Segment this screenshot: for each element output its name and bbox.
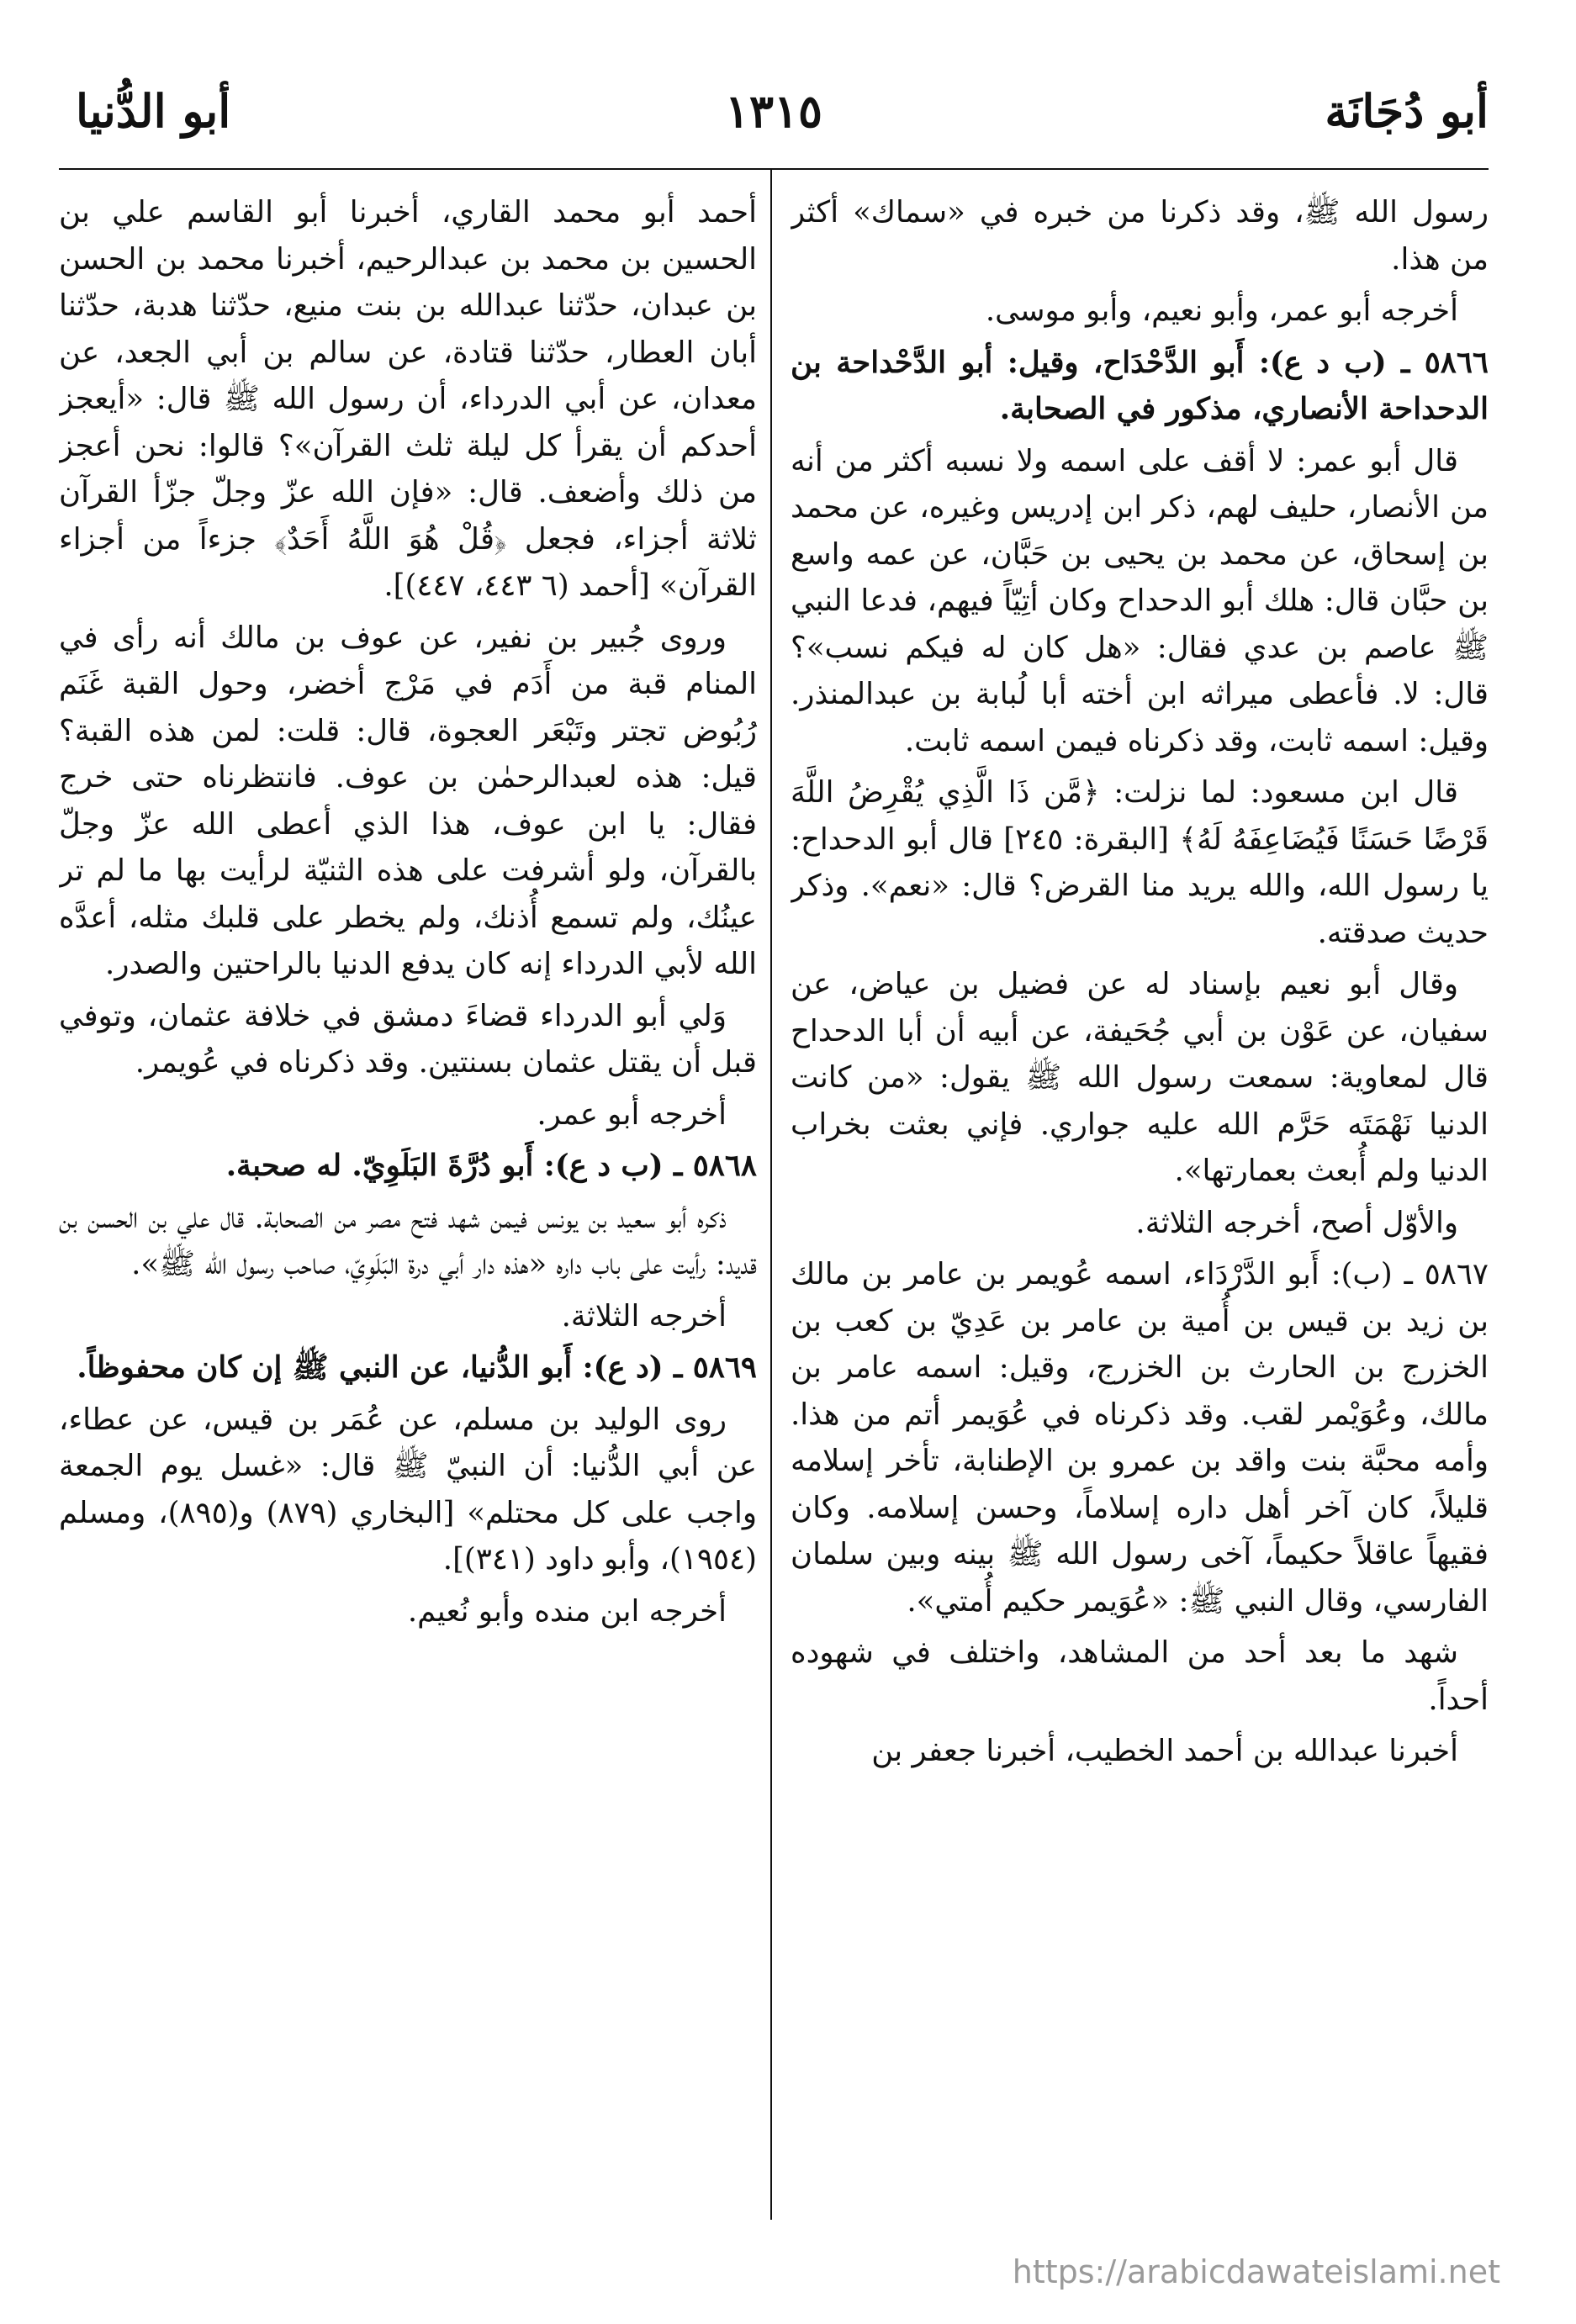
entry-heading-5868: ٥٨٦٨ ـ (ب د ع): أَبو دُرَّةَ البَلَوِيّ. له صحبة. [225, 1149, 757, 1183]
entry-heading-5869: ٥٨٦٩ ـ (د ع): أَبو الدُّنيا، عن النبي ﷺ إن كان محفوظاً. [77, 1350, 757, 1385]
paragraph: قال أبو عمر: لا أقف على اسمه ولا نسبه أكثر من أنه من الأنصار، حليف لهم، ذكر ابن إدريس وغيره، عن محمد بن إسحاق، عن محمد بن يحيى بن حَبَّان، عن عمه واسع بن حبَّان قال: هلك أبو الدحداح وكان أتِيّاً فيهم، فدعا النبي ﷺ عاصم بن عدي فقال: «هل كان له فيكم نسب»؟ قال: لا. فأعطى ميراثه ابن أخته أبا لُبابة بن عبدالمنذر. وقيل: اسمه ثابت، وقد ذكرناه فيمن اسمه ثابت. [791, 443, 1489, 758]
paragraph: أخرجه أبو عمر، وأبو نعيم، وأبو موسى. [985, 293, 1458, 328]
paragraph: وروى جُبير بن نفير، عن عوف بن مالك أنه رأى في المنام قبة من أَدَم في مَرْج أخضر، وحول القبة غَنَم رُبُوض تجتر وتَبْعَر العجوة، قال: قلت: لمن هذه القبة؟ قيل: هذه لعبدالرحمٰن بن عوف. فانتظرناه حتى خرج فقال: يا ابن عوف، هذا الذي أعطى الله عزّ وجلّ بالقرآن، ولو أشرفت على هذه الثنيّة لرأيت بها ما لم تر عينُك، ولم تسمع أُذنك، ولم يخطر على قلبك مثله، أعدَّه الله لأبي الدرداء إنه كان يدفع الدنيا بالراحتين والصدر. [59, 620, 757, 981]
paragraph: قال ابن مسعود: لما نزلت: ﴿مَّن ذَا الَّذِي يُقْرِضُ اللَّهَ قَرْضًا حَسَنًا فَيُضَاعِفَهُ لَهُ﴾ [البقرة: ٢٤٥] قال أبو الدحداح: يا رسول الله، والله يريد منا القرض؟ قال: «نعم». وذكر حديث صدقته. [791, 775, 1489, 950]
paragraph: أخرجه الثلاثة. [561, 1298, 727, 1334]
paragraph: رسول الله ﷺ، وقد ذكرنا من خبره في «سماك» أكثر من هذا. [791, 195, 1489, 277]
paragraph: ذكره أبو سعيد بن يونس فيمن شهد فتح مصر من الصحابة. قال علي بن الحسن بن قديد: رأيت على باب داره «هذه دار أبي درة البَلَوِيّ، صاحب رسول الله ﷺ». [59, 1200, 757, 1281]
running-title-left: أبو الدُّنيا [76, 84, 231, 138]
watermark-url: https://arabicdawateislami.net [1012, 2253, 1500, 2290]
paragraph: أخرجه أبو عمر. [537, 1096, 727, 1132]
page-number: ١٣١٥ [724, 84, 822, 138]
paragraph: شهد ما بعد أحد من المشاهد، واختلف في شهوده أحداً. [791, 1635, 1489, 1717]
paragraph: وقال أبو نعيم بإسناد له عن فضيل بن عياض، عن سفيان، عن عَوْن بن أبي جُحَيفة، عن أبيه أن أبا الدحداح قال لمعاوية: سمعت رسول الله ﷺ يقول: «من كانت الدنيا نَهْمَتَه حَرَّم الله عليه جواري. فإني بعثت بخراب الدنيا ولم أُبعث بعمارتها». [791, 967, 1489, 1188]
entry-heading-5867: ٥٨٦٧ ـ (ب): أَبو الدَّرْدَاء، اسمه عُويمر بن عامر بن مالك بن زيد بن قيس بن أُمية بن عامر بن عَدِيّ بن كعب بن الخزرج بن الحارث بن الخزرج، وقيل: اسمه عامر بن مالك، وعُوَيْمر لقب. وقد ذكرناه في عُوَيمر أتم من هذا. وأمه محبَّة بنت واقد بن عمرو بن الإطنابة، تأخر إسلامه قليلاً، كان آخر أهل داره إسلاماً، وحسن إسلامه. وكان فقيهاً عاقلاً حكيماً، آخى رسول الله ﷺ بينه وبين سلمان الفارسي، وقال النبي ﷺ: «عُوَيمر حكيم أُمتي». [791, 1257, 1489, 1619]
paragraph: أحمد أبو محمد القاري، أخبرنا أبو القاسم علي بن الحسين بن محمد بن عبدالرحيم، أخبرنا محمد بن الحسن بن عبدان، حدّثنا عبدالله بن بنت منيع، حدّثنا هدبة، حدّثنا أبان العطار، حدّثنا قتادة، عن سالم بن أبي الجعد، عن معدان، عن أبي الدرداء، أن رسول الله ﷺ قال: «أيعجز أحدكم أن يقرأ كل ليلة ثلث القرآن»؟ قالوا: نحن أعجز من ذلك وأضعف. قال: «فإن الله عزّ وجلّ جزّأ القرآن ثلاثة أجزاء، فجعل ﴿قُلْ هُوَ اللَّهُ أَحَدٌ﴾ جزءاً من أجزاء القرآن» [أحمد (٦ ٤٤٣، ٤٤٧)]. [59, 195, 757, 603]
paragraph: أخرجه ابن منده وأبو نُعيم. [407, 1593, 727, 1629]
paragraph: والأوّل أصح، أخرجه الثلاثة. [1135, 1205, 1458, 1240]
left-column [59, 189, 757, 2224]
paragraph: أخبرنا عبدالله بن أحمد الخطيب، أخبرنا جعفر بن [871, 1734, 1458, 1768]
paragraph: وَلي أبو الدرداء قضاءَ دمشق في خلافة عثمان، وتوفي قبل أن يقتل عثمان بسنتين. وقد ذكرناه في عُويمر. [59, 998, 757, 1080]
book-page [34, 34, 1514, 2287]
page-header [34, 84, 1514, 160]
paragraph: روى الوليد بن مسلم، عن عُمَر بن قيس، عن عطاء، عن أبي الدُّنيا: أن النبيّ ﷺ قال: «غسل يوم الجمعة واجب على كل محتلم» [البخاري (٨٧٩) و(٨٩٥)، ومسلم (١٩٥٤)، وأبو داود (٣٤١)]. [59, 1402, 757, 1577]
column-divider [770, 168, 772, 2220]
entry-heading-5866: ٥٨٦٦ ـ (ب د ع): أَبو الدَّحْدَاح، وقيل: أبو الدَّحْداحة بن الدحداحة الأنصاري، مذكور في الصحابة. [791, 345, 1489, 426]
right-column [791, 189, 1489, 2224]
header-rule [59, 168, 1489, 170]
running-title-right: أبو دُجَانَة [1325, 84, 1489, 138]
